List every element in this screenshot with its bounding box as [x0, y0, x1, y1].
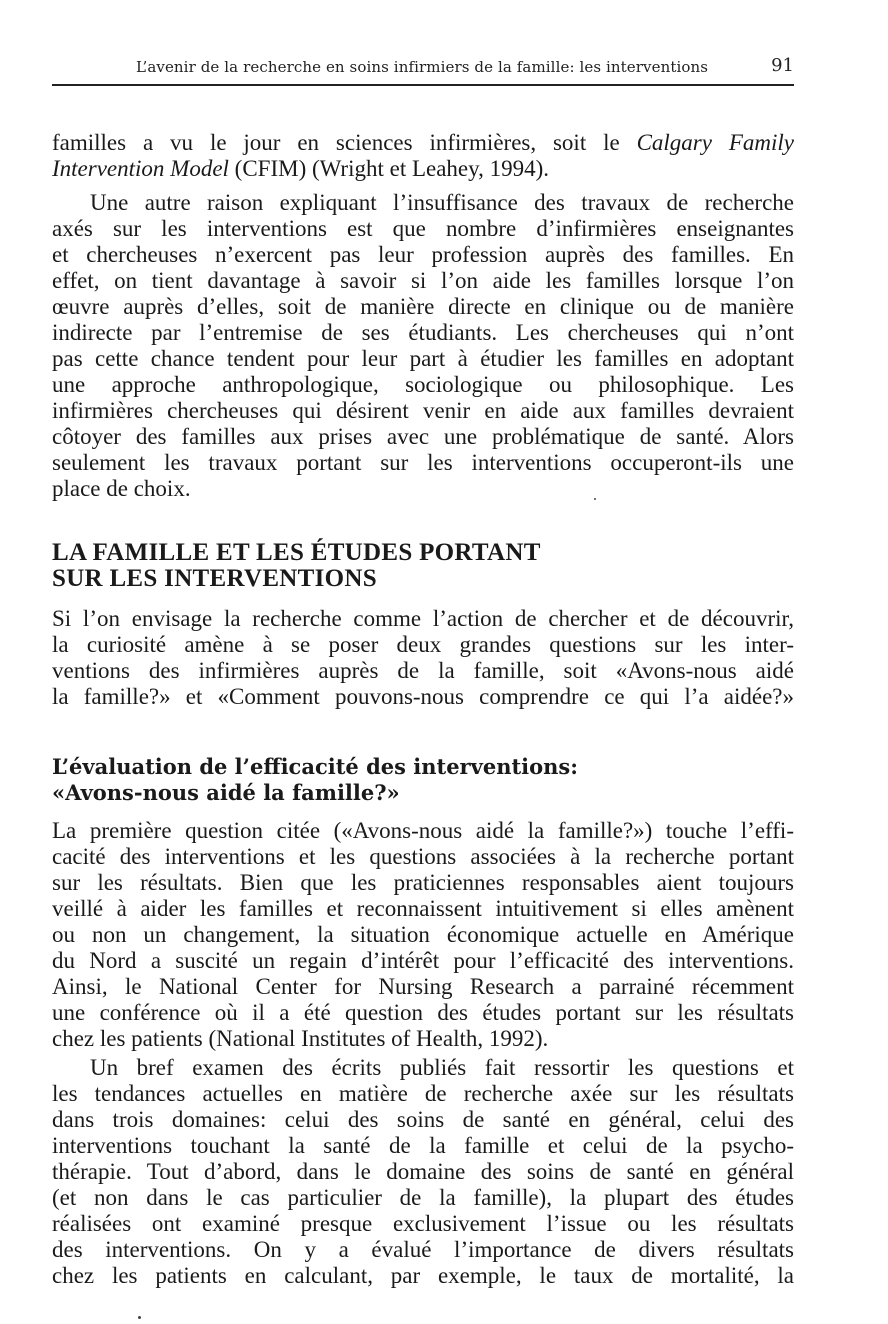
text-line: interventions touchant la santé de la famille et celui de la psycho-: [52, 1133, 794, 1158]
scan-speck: [594, 498, 596, 500]
text-line: thérapie. Tout d’abord, dans le domaine des soins de santé en général: [52, 1159, 794, 1184]
heading-line: SUR LES INTERVENTIONS: [52, 565, 377, 592]
text-line: une conférence où il a été question des études portant sur les résultats: [52, 1000, 794, 1025]
text-line: place de choix.: [52, 476, 191, 501]
text-line: Si l’on envisage la recherche comme l’action de chercher et de découvrir,: [52, 606, 794, 631]
section-heading: [52, 540, 541, 592]
text-line: La première question citée («Avons-nous aidé la famille?») touche l’effi-: [52, 818, 794, 843]
text-line: sur les résultats. Bien que les praticiennes responsables aient toujours: [52, 870, 794, 895]
page-number: 91: [771, 55, 794, 76]
subsection-heading: [52, 754, 578, 806]
text-line: infirmières chercheuses qui désirent venir en aide aux familles devraient: [52, 398, 794, 423]
text-line: Un bref examen des écrits publiés fait ressortir les questions et: [90, 1055, 794, 1080]
italic-title: Intervention Model: [52, 156, 229, 181]
text-line: Intervention Model (CFIM) (Wright et Leahey, 1994).: [52, 156, 550, 181]
heading-line: LA FAMILLE ET LES ÉTUDES PORTANT: [52, 539, 541, 566]
text-line: (et non dans le cas particulier de la famille), la plupart des études: [52, 1185, 794, 1210]
text-line: dans trois domaines: celui des soins de santé en général, celui des: [52, 1107, 794, 1132]
text-line: effet, on tient davantage à savoir si l’on aide les familles lorsque l’on: [52, 268, 794, 293]
running-head-title: L’avenir de la recherche en soins infirmiers de la famille: les interventions: [136, 58, 709, 76]
scan-speck: [138, 1316, 141, 1319]
paragraph-literature-review: [52, 1055, 794, 1289]
heading-line: «Avons-nous aidé la famille?»: [52, 780, 400, 805]
text-line: seulement les travaux portant sur les interventions occuperont-ils une: [52, 450, 794, 475]
text-line: familles a vu le jour en sciences infirmières, soit le Calgary Family: [52, 130, 794, 155]
text-line: côtoyer des familles aux prises avec une problématique de santé. Alors: [52, 424, 794, 449]
text-line: indirecte par l’entremise de ses étudiants. Les chercheuses qui n’ont: [52, 320, 794, 345]
text-line: les tendances actuelles en matière de recherche axée sur les résultats: [52, 1081, 794, 1106]
text-line: ventions des infirmières auprès de la famille, soit «Avons-nous aidé: [52, 658, 794, 683]
text-line: et chercheuses n’exercent pas leur profession auprès des familles. En: [52, 242, 794, 267]
text-line: œuvre auprès d’elles, soit de manière directe en clinique ou de manière: [52, 294, 794, 319]
paragraph-continuation: [52, 130, 794, 182]
text-line: du Nord a suscité un regain d’intérêt pour l’efficacité des interventions.: [52, 948, 794, 973]
text-line: chez les patients (National Institutes of Health, 1992).: [52, 1026, 549, 1051]
paragraph-effectiveness: [52, 818, 794, 1052]
text-line: veillé à aider les familles et reconnaissent intuitivement si elles amènent: [52, 896, 794, 921]
paragraph-insufficient-research: [52, 190, 794, 502]
italic-title: Calgary Family: [636, 130, 794, 155]
header-rule: [52, 84, 794, 86]
text-line: réalisées ont examiné presque exclusivement l’issue ou les résultats: [52, 1211, 794, 1236]
text-line: la curiosité amène à se poser deux grandes questions sur les inter-: [52, 632, 794, 657]
text-line: chez les patients en calculant, par exemple, le taux de mortalité, la: [52, 1263, 794, 1288]
text-line: Une autre raison expliquant l’insuffisance des travaux de recherche: [90, 190, 794, 215]
heading-line: L’évaluation de l’efficacité des interventions:: [52, 754, 578, 779]
text-line: des interventions. On y a évalué l’importance de divers résultats: [52, 1237, 794, 1262]
text-line: la famille?» et «Comment pouvons-nous comprendre ce qui l’a aidée?»: [52, 684, 794, 709]
text-line: une approche anthropologique, sociologique ou philosophique. Les: [52, 372, 794, 397]
paragraph-research-questions: [52, 606, 794, 710]
text-line: cacité des interventions et les questions associées à la recherche portant: [52, 844, 794, 869]
text-line: axés sur les interventions est que nombre d’infirmières enseignantes: [52, 216, 794, 241]
text-line: Ainsi, le National Center for Nursing Research a parrainé récemment: [52, 974, 794, 999]
text-line: ou non un changement, la situation économique actuelle en Amérique: [52, 922, 794, 947]
text-line: pas cette chance tendent pour leur part à étudier les familles en adoptant: [52, 346, 794, 371]
